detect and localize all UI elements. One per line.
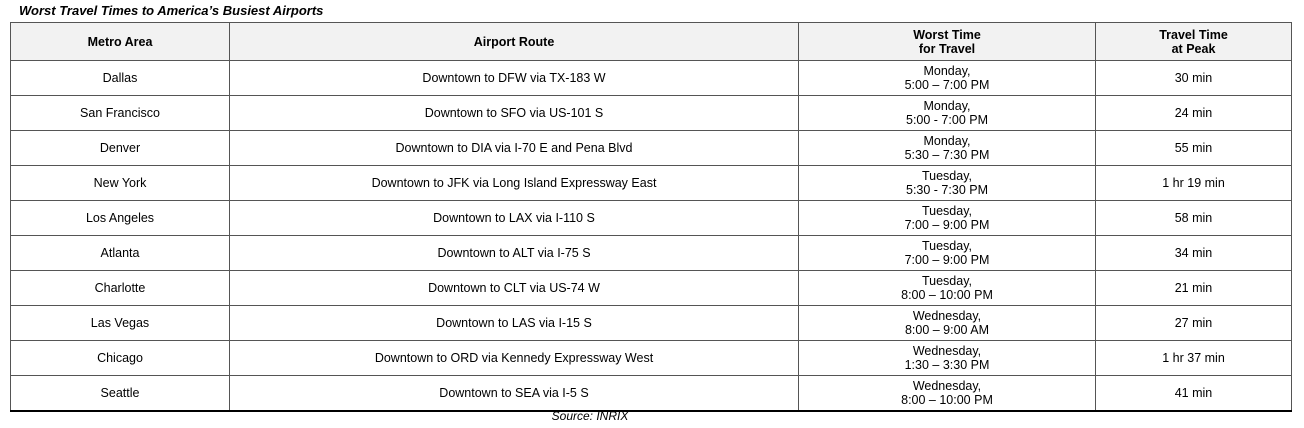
worst-time-hours: 5:30 - 7:30 PM <box>906 183 988 197</box>
worst-time-day: Monday, <box>923 134 971 148</box>
worst-time-cell <box>799 271 1096 306</box>
peak-time-cell: 1 hr 19 min <box>1096 166 1292 201</box>
metro-cell: Denver <box>11 131 230 166</box>
header-worst-time-line1: Worst Time <box>913 27 981 42</box>
header-airport-route-label: Airport Route <box>473 34 555 49</box>
route-cell: Downtown to CLT via US-74 W <box>230 271 799 306</box>
table-row <box>11 306 1292 341</box>
worst-time-day: Tuesday, <box>921 204 973 218</box>
worst-time-day: Wednesday, <box>912 379 982 393</box>
header-metro-area <box>11 23 230 61</box>
table-row <box>11 131 1292 166</box>
route-cell: Downtown to DIA via I-70 E and Pena Blvd <box>230 131 799 166</box>
route-cell: Downtown to LAX via I-110 S <box>230 201 799 236</box>
worst-time-cell <box>799 376 1096 412</box>
worst-time-day: Monday, <box>923 64 971 78</box>
table-header-row <box>11 23 1292 61</box>
worst-time-cell <box>799 341 1096 376</box>
table-row <box>11 236 1292 271</box>
metro-cell: Las Vegas <box>11 306 230 341</box>
route-cell: Downtown to DFW via TX-183 W <box>230 61 799 96</box>
worst-time-hours: 8:00 – 10:00 PM <box>901 393 993 407</box>
worst-time-cell <box>799 61 1096 96</box>
worst-time-hours: 5:30 – 7:30 PM <box>904 148 990 162</box>
worst-time-cell <box>799 166 1096 201</box>
peak-time-cell: 24 min <box>1096 96 1292 131</box>
worst-time-cell <box>799 131 1096 166</box>
page-title: Worst Travel Times to America’s Busiest Airports <box>19 3 324 18</box>
header-worst-time-line2: for Travel <box>918 41 976 56</box>
route-cell: Downtown to SFO via US-101 S <box>230 96 799 131</box>
worst-time-day: Wednesday, <box>912 344 982 358</box>
metro-cell: Los Angeles <box>11 201 230 236</box>
travel-times-table <box>10 22 1292 412</box>
worst-time-cell <box>799 96 1096 131</box>
worst-time-hours: 8:00 – 10:00 PM <box>901 288 993 302</box>
table-row <box>11 341 1292 376</box>
route-cell: Downtown to JFK via Long Island Expressway East <box>230 166 799 201</box>
metro-cell: San Francisco <box>11 96 230 131</box>
route-cell: Downtown to ALT via I-75 S <box>230 236 799 271</box>
worst-time-day: Tuesday, <box>921 169 973 183</box>
peak-time-cell: 27 min <box>1096 306 1292 341</box>
worst-time-cell <box>799 201 1096 236</box>
table-row <box>11 166 1292 201</box>
source-note: Source: INRIX <box>551 409 629 423</box>
worst-time-hours: 7:00 – 9:00 PM <box>904 218 990 232</box>
worst-time-cell <box>799 236 1096 271</box>
metro-cell: Atlanta <box>11 236 230 271</box>
table-row <box>11 201 1292 236</box>
worst-time-hours: 7:00 – 9:00 PM <box>904 253 990 267</box>
worst-time-day: Monday, <box>923 99 971 113</box>
metro-cell: Seattle <box>11 376 230 412</box>
peak-time-cell: 55 min <box>1096 131 1292 166</box>
header-travel-time-peak <box>1096 23 1292 61</box>
peak-time-cell: 34 min <box>1096 236 1292 271</box>
peak-time-cell: 21 min <box>1096 271 1292 306</box>
header-peak-line2: at Peak <box>1171 41 1216 56</box>
table-row <box>11 61 1292 96</box>
worst-time-cell <box>799 306 1096 341</box>
header-peak-line1: Travel Time <box>1159 27 1228 42</box>
worst-time-hours: 1:30 – 3:30 PM <box>904 358 990 372</box>
header-worst-time <box>799 23 1096 61</box>
peak-time-cell: 1 hr 37 min <box>1096 341 1292 376</box>
worst-time-hours: 5:00 – 7:00 PM <box>904 78 990 92</box>
peak-time-cell: 30 min <box>1096 61 1292 96</box>
metro-cell: Chicago <box>11 341 230 376</box>
route-cell: Downtown to ORD via Kennedy Expressway West <box>230 341 799 376</box>
route-cell: Downtown to LAS via I-15 S <box>230 306 799 341</box>
metro-cell: Dallas <box>11 61 230 96</box>
table-row <box>11 96 1292 131</box>
worst-time-day: Tuesday, <box>921 239 973 253</box>
worst-time-hours: 5:00 - 7:00 PM <box>906 113 988 127</box>
worst-time-hours: 8:00 – 9:00 AM <box>904 323 990 337</box>
metro-cell: Charlotte <box>11 271 230 306</box>
metro-cell: New York <box>11 166 230 201</box>
table-row <box>11 271 1292 306</box>
worst-time-day: Tuesday, <box>921 274 973 288</box>
header-metro-area-label: Metro Area <box>87 34 153 49</box>
route-cell: Downtown to SEA via I-5 S <box>230 376 799 412</box>
header-airport-route <box>230 23 799 61</box>
peak-time-cell: 41 min <box>1096 376 1292 412</box>
table-row <box>11 376 1292 412</box>
peak-time-cell: 58 min <box>1096 201 1292 236</box>
worst-time-day: Wednesday, <box>912 309 982 323</box>
